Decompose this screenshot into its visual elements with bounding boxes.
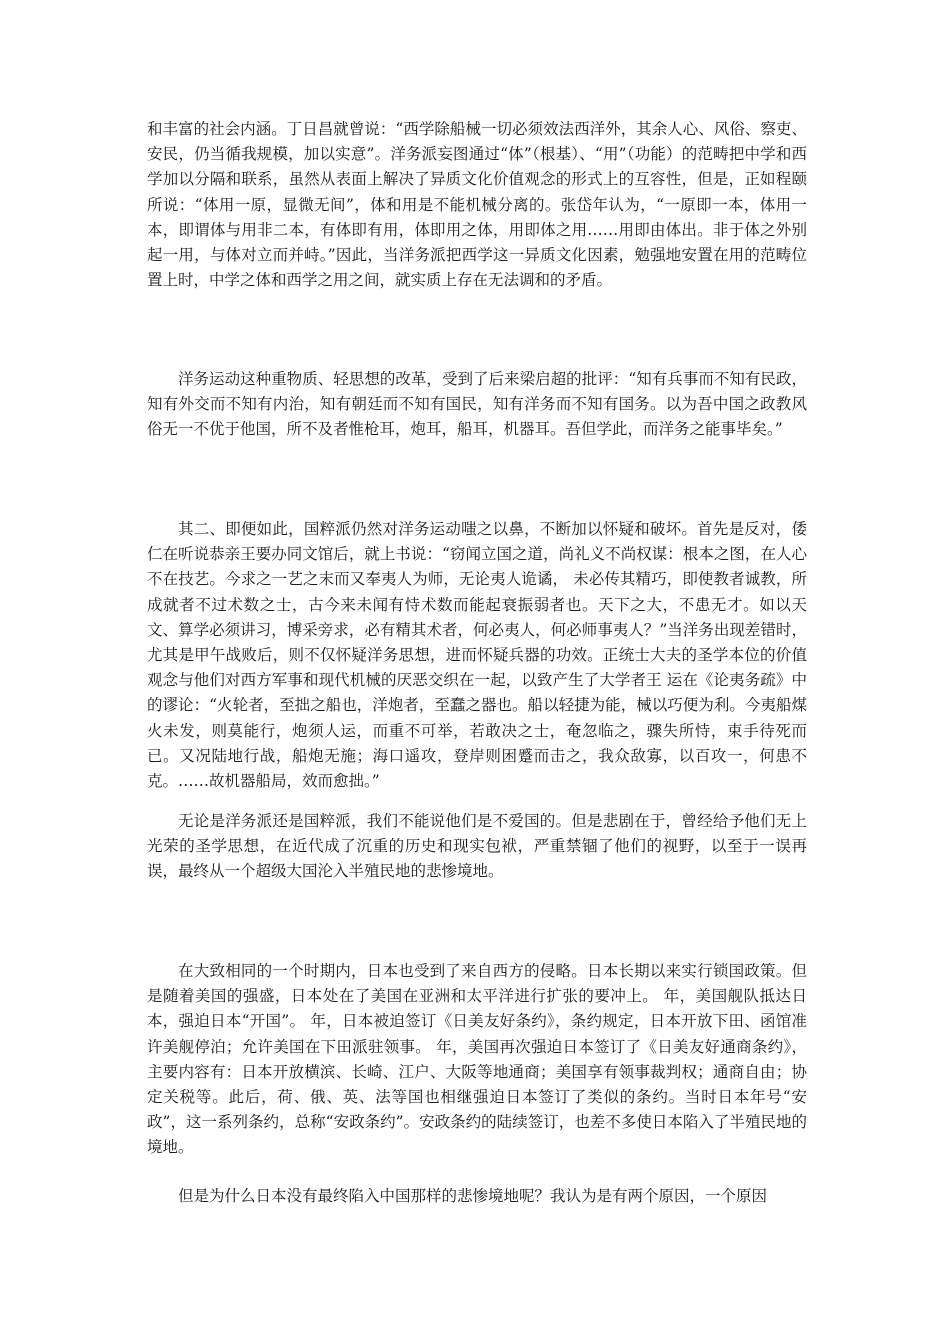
- paragraph-guocui-opposition: 其二、即便如此，国粹派仍然对洋务运动嗤之以鼻，不断加以怀疑和破坏。首先是反对，倭仁在听说恭亲王要办同文馆后，就上书说：“窃闻立国之道，尚礼义不尚权谋：根本之图，在人心不在技艺。今求之一艺之末而又奉夷人为师，无论夷人诡谲， 未必传其精巧，即使教者诚教，所成就者不过术数之士，古今来未闻有恃术数而能起衰振弱者也。天下之大，不患无才。如以天文、算学必须讲习，博采旁求，必有精其术者，何必夷人，何必师事夷人？”当洋务出现差错时，尤其是甲午战败后，则不仅怀疑洋务思想，进而怀疑兵器的功效。正统士大夫的圣学本位的价值观念与他们对西方军事和现代机械的厌恶交织在一起，以致产生了大学者王 运在《论夷务疏》中的谬论：“火轮者，至拙之船也，洋炮者，至蠢之器也。船以轻捷为能，械以巧便为利。今夷船煤火未发，则莫能行，炮须人运，而重不可举，若敢决之士，奄忽临之，骤失所恃，束手待死而已。又况陆地行战，船炮无施；海口遥攻，登岸则困蹙而击之，我众敌寡，以百攻一，何患不克。……故机器船局，效而愈拙。”: [147, 520, 807, 791]
- paragraph-ti-yong-debate: 和丰富的社会内涵。丁日昌就曾说：“西学除船械一切必须效法西洋外，其余人心、风俗、察吏、安民，仍当循我规模，加以实意”。洋务派妄图通过“体”（根基）、“用”（功能）的范畴把中学和西学加以分隔和联系，虽然从表面上解决了异质文化价值观念的形式上的互容性，但是，正如程颐所说：“体用一原，显微无间”，体和用是不能机械分离的。张岱年认为，“一原即一本，体用一本，即谓体与用非二本，有体即有用，体即用之体，用即体之用……用即由体出。非于体之外别起一用，与体对立而并峙。”因此，当洋务派把西学这一异质文化因素，勉强地安置在用的范畴位置上时，中学之体和西学之用之间，就实质上存在无法调和的矛盾。: [147, 120, 807, 290]
- paragraph-japan-opening: 在大致相同的一个时期内，日本也受到了来自西方的侵略。日本长期以来实行锁国政策。但是随着美国的强盛，日本处在了美国在亚洲和太平洋进行扩张的要冲上。 年，美国舰队抵达日本，强迫日本“开国”。 年，日本被迫签订《日美友好条约》，条约规定，日本开放下田、函馆准许美舰停泊；允许美国在下田派驻领事。 年，美国再次强迫日本签订了《日美友好通商条约》，主要内容有：日本开放横滨、长崎、江户、大阪等地通商；美国享有领事裁判权；通商自由；协定关税等。此后，荷、俄、英、法等国也相继强迫日本签订了类似的条约。当时日本年号“安政”，这一系列条约，总称“安政条约”。安政条约的陆续签订，也差不多使日本陷入了半殖民地的境地。: [147, 962, 807, 1157]
- paragraph-japan-reasons: 但是为什么日本没有最终陷入中国那样的悲惨境地呢？我认为是有两个原因，一个原因: [178, 1187, 768, 1205]
- paragraph-liang-qichao-critique: 洋务运动这种重物质、轻思想的改革，受到了后来梁启超的批评：“知有兵事而不知有民政，知有外交而不知有内治，知有朝廷而不知有国民，知有洋务而不知有国务。以为吾中国之政教风俗无一不优于他国，所不及者惟枪耳，炮耳，船耳，机器耳。吾但学此，而洋务之能事毕矣。”: [147, 370, 807, 439]
- paragraph-patriotism-tragedy: 无论是洋务派还是国粹派，我们不能说他们是不爱国的。但是悲剧在于，曾经给予他们无上光荣的圣学思想，在近代成了沉重的历史和现实包袱，严重禁锢了他们的视野，以至于一误再误，最终从一个超级大国沦入半殖民地的悲惨境地。: [147, 812, 807, 881]
